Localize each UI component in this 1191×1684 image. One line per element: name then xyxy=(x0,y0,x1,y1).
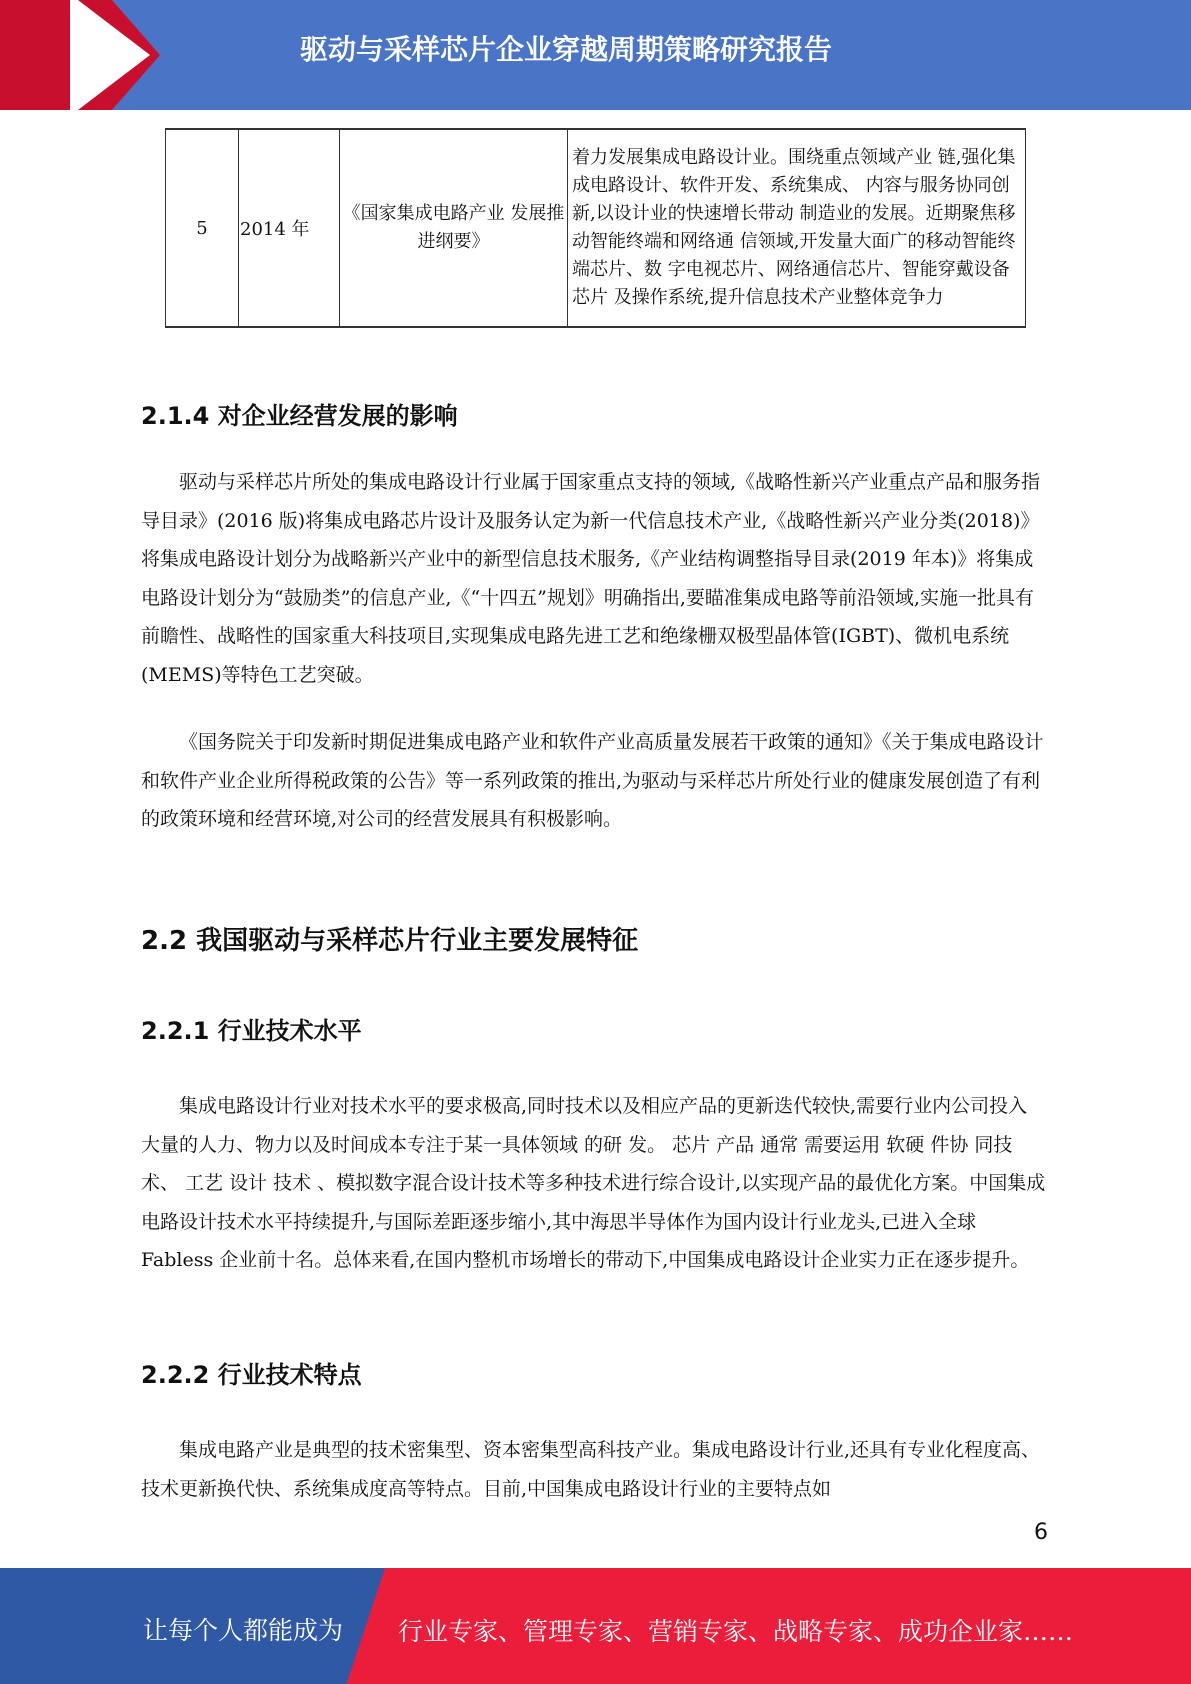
page-footer xyxy=(0,1568,1191,1684)
header-title: 驱动与采样芯片企业穿越周期策略研究报告 xyxy=(300,33,833,66)
paragraph: 驱动与采样芯片所处的集成电路设计行业属于国家重点支持的领域,《战略性新兴产业重点产品和服务指导目录》(2016 版)将集成电路芯片设计及服务认定为新一代信息技术产业,《战略性新兴产业分类(2018)》将集成电路设计划分为战略新兴产业中的新型信息技术服务,《产业结构调整指导目录(2019 年本)》将集成电路设计划分为“鼓励类”的信息产业,《“十四五”规划》明确指出,要瞄准集成电路等前沿领域,实施一批具有前瞻性、战略性的国家重大科技项目,实现集成电路先进工艺和绝缘栅双极型晶体管(IGBT)、微机电系统(MEMS)等特色工艺突破。 xyxy=(141,471,1041,686)
cell-content: 着力发展集成电路设计业。围绕重点领域产业 链,强化集成电路设计、软件开发、系统集成、 内容与服务协同创新,以设计业的快速增长带动 制造业的发展。近期聚焦移动智能终端和网络通 信领域,开发量大面广的移动智能终端芯片、数 字电视芯片、网络通信芯片、智能穿戴设备芯片 及操作系统,提升信息技术产业整体竞争力 xyxy=(568,129,1026,327)
page-number: 6 xyxy=(1034,1520,1048,1545)
page-header xyxy=(0,0,1191,110)
footer-slogan-right: 行业专家、管理专家、营销专家、战略专家、成功企业家…… xyxy=(398,1617,1074,1646)
cell-year: 2014 年 xyxy=(239,129,340,327)
cell-policy: 《国家集成电路产业 发展推进纲要》 xyxy=(340,129,568,327)
section-heading-2-1-4: 2.1.4 对企业经营发展的影响 xyxy=(141,402,458,430)
paragraph: 集成电路产业是典型的技术密集型、资本密集型高科技产业。集成电路设计行业,还具有专业化程度高、技术更新换代快、系统集成度高等特点。目前,中国集成电路设计行业的主要特点如 xyxy=(141,1439,1041,1500)
paragraph: 集成电路设计行业对技术水平的要求极高,同时技术以及相应产品的更新迭代较快,需要行业内公司投入大量的人力、物力以及时间成本专注于某一具体领域 的研 发。 芯片 产品 通常 需要运用 软硬 件协 同技 术、 工艺 设计 技术 、模拟数字混合设计技术等多种技术进行综合设计,以实现产品的最优化方案。中国集成电路设计技术水平持续提升,与国际差距逐步缩小,其中海思半导体作为国内设计行业龙头,已进入全球 Fabless 企业前十名。总体来看,在国内整机市场增长的带动下,中国集成电路设计企业实力正在逐步提升。 xyxy=(141,1095,1046,1271)
section-heading-2-2: 2.2 我国驱动与采样芯片行业主要发展特征 xyxy=(141,926,639,956)
section-heading-2-2-2: 2.2.2 行业技术特点 xyxy=(141,1361,362,1389)
table-row xyxy=(166,129,1026,327)
cell-number: 5 xyxy=(166,129,239,327)
policy-table xyxy=(165,128,1026,328)
paragraph: 《国务院关于印发新时期促进集成电路产业和软件产业高质量发展若干政策的通知》《关于集成电路设计和软件产业企业所得税政策的公告》等一系列政策的推出,为驱动与采样芯片所处行业的健康发展创造了有利的政策环境和经营环境,对公司的经营发展具有积极影响。 xyxy=(141,731,1044,830)
footer-slogan-left: 让每个人都能成为 xyxy=(143,1616,344,1645)
section-heading-2-2-1: 2.2.1 行业技术水平 xyxy=(141,1017,362,1045)
